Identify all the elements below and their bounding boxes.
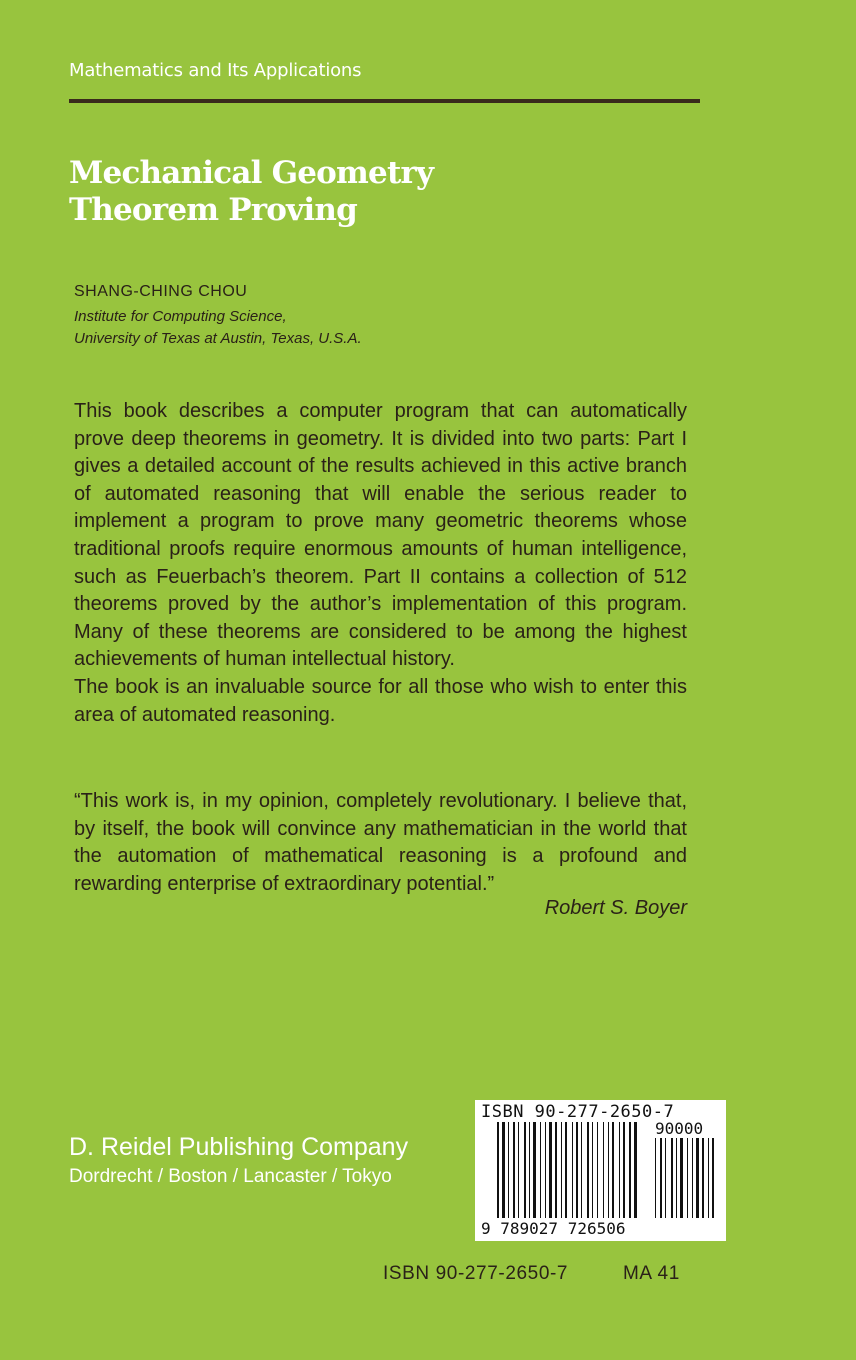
catalog-code: MA 41 [623, 1263, 680, 1284]
barcode-price-code: 90000 [655, 1119, 704, 1138]
quote-text: “This work is, in my opinion, completely revolutionary. I believe that, by itself, the book will convince any mathematician in the world that the automation of mathematical reasoning is a profound and rewarding enterprise of extraordinary potential.” [74, 790, 687, 895]
book-title [69, 155, 433, 229]
book-description [74, 398, 687, 729]
endorsement-quote [74, 788, 687, 898]
publisher-name: D. Reidel Publishing Company [69, 1133, 409, 1161]
series-title: Mathematics and Its Applications [69, 60, 362, 81]
author-affiliation [74, 306, 362, 350]
description-paragraph-1: This book describes a computer program that can automatically prove deep theorems in geometry. It is divided into two parts: Part I gives a detailed account of the results achieved in this active branch of automated reasoning that will enable the serious reader to implement a program to prove many geometric theorems whose traditional proofs require enormous amounts of human intelligence, such as Feuerbach’s theorem. Part II contains a collection of 512 theorems proved by the author’s implementation of this program. Many of these theorems are considered to be among the highest achievements of human intellectual history. [74, 400, 687, 671]
barcode [475, 1100, 726, 1241]
isbn-number: ISBN 90-277-2650-7 [383, 1263, 569, 1284]
author-name: SHANG-CHING CHOU [74, 283, 248, 300]
description-paragraph-2: The book is an invaluable source for all those who wish to enter this area of automated reasoning. [74, 675, 687, 726]
book-title-line-1: Mechanical Geometry [69, 155, 434, 191]
quote-author: Robert S. Boyer [544, 897, 687, 919]
barcode-isbn: ISBN 90-277-2650-7 [481, 1102, 675, 1122]
affiliation-line-2: University of Texas at Austin, Texas, U.S.A. [74, 330, 362, 347]
publisher-cities: Dordrecht / Boston / Lancaster / Tokyo [69, 1166, 392, 1187]
divider-rule [69, 99, 700, 103]
affiliation-line-1: Institute for Computing Science, [74, 308, 287, 325]
barcode-ean: 9 789027 726506 [481, 1219, 626, 1238]
book-title-line-2: Theorem Proving [69, 192, 357, 228]
